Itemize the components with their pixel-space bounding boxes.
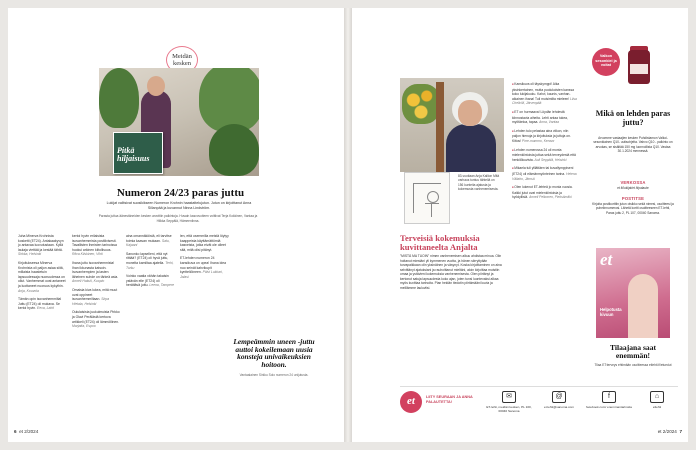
- letter: Voinko vaatia vähän takaisin ystävän elle (ET24) oli herättävä juttu. Leena, Tampere: [126, 274, 174, 288]
- letter: Omaisia kiva lukea, mitä muut ovat oppineet isovanhemmiltaan. Sirpa Hietala, Helsinki: [72, 287, 118, 306]
- contact-facebook[interactable]: f facebook.com/ enemmantarinoita: [586, 393, 632, 409]
- et-logo: et: [400, 391, 422, 413]
- question-heading: Mikä on lehden paras juttu?: [595, 109, 671, 127]
- person-face: [458, 100, 482, 126]
- letter: len, että osemmilla meistä löytyy kaappeista käyttämättömiä kasveista, jotka eivät ole olleet sitä, mitä olisi pitänyt.: [180, 234, 229, 252]
- left-page: [8, 8, 344, 442]
- letter: Juha Minerva Krohnista kosketti (ET24). Antakaakyvyn jo antavaa luovutustaan. Kyllä laulaja viettää ja kestää tähtä. Sirkka, Helsinki: [18, 234, 64, 257]
- folio-number: 6 et 2/2024: [14, 429, 39, 434]
- letter: ■ Lehden tulo pelastaa aina viikon, niin paljon hienoja ja kirjoituksia ja juttuja on. Kiitos! Pirre-mummo, Keravα: [512, 129, 577, 144]
- order-text: Tilaa ET:terveys ehtimään osoitteessa etlehti.fi/etuedut: [594, 363, 672, 367]
- letters-column-4: [180, 234, 230, 283]
- order-heading: Tilaajana saat enemmän!: [609, 343, 657, 360]
- contact-footer: [400, 386, 678, 421]
- letter: ■ Mikaela tuli ylllättäen tai kuvallymppiseni (ET24) oli elämänmyönteinen tarina. Helena Väliaho, Jämsä: [512, 166, 577, 181]
- letter: Tämän opin isovanhemmilta! Juttu (ET24) oli mukava. Se kertoi hyvin. Eeva, Lahti: [18, 297, 62, 311]
- letters-column-3: [126, 234, 174, 292]
- folio-brand: et 2/2024: [657, 429, 677, 434]
- cover-text: Helpotusta kivuun: [600, 307, 622, 317]
- contact-web[interactable]: ⌂ etlehti: [634, 391, 680, 409]
- letter: ■ Kansikuva oli täyskymppi! Aika yksinkertainen, mutta puolukoisten kanssa koko lukijaluuku. Kahvi, kaunis, vanhan-aikainen ihana! Tuli muisimilta mieleen! Liisa Chellcilli, Järvenpää: [512, 82, 577, 106]
- portrait-photo: [400, 78, 504, 172]
- intro-text: Lukijat valitsivat suosikikseen Numeron Krohnin haastattelujutun. Jutun on kirjoittanut Anna Sillanpää ja kuvannut Ninna Lindström.: [106, 201, 252, 210]
- magazine-thumbnail: [113, 132, 163, 174]
- web-icon: ⌂: [650, 391, 664, 403]
- web-label: VERKOSSA: [620, 180, 646, 185]
- magazine-cover: [596, 248, 670, 338]
- prize-bubble: Valkon sesonkiei ja voitat: [592, 48, 620, 76]
- letter: Sanonko lapselleni, että nyt riittää? (ET24) oli hyvä juttu, monelta kamiltaa ajatella. Terhi, Turku: [126, 251, 174, 270]
- pull-quote-credit: Vantaalainen Sirkku Solo numeron 24 unijutusta.: [239, 373, 309, 377]
- email-icon: @: [552, 391, 566, 403]
- letter: Kirjoitukseesa Minerva Krohnista oli paljon asiaa siitä, millaista haastetuin lapsuudessaja nuoruudessa on ollut. Vanhemmat ovat antaneet ja luottaneet nuoruus kykyihin. Anja, Kouvola: [18, 260, 66, 293]
- magazine-title: Pitkä hiljaisuus: [117, 146, 150, 163]
- photo-caption: 83-vuotiaan Anja Kallion Mitä varhaus tuntuu tähteliä on 156 kunteita ajatusta ja kokemusta vanhenemisesta.: [458, 174, 500, 191]
- mail-instructions: Kirjoita postikorttiin jutun otsikko sekä nimesi, osoitteesi ja puhelinnumerosi. Lähetä kortti osoitteeseen ET-lehti, Paras juttu 2, PL 107, 00040 Sanoma.: [592, 202, 674, 215]
- letter: ET-lehden numeron 24 kansikuva on upea! Ihana idea nuo seinät kahvikupit kyntteliöineen. Päivi Lukkari, Jalasi: [180, 256, 226, 279]
- pull-quote: Lempeämmin uneen -juttu auttoi kokeilemaan uusia konsteja univaikeuksien hoitoon.: [233, 337, 315, 369]
- letter: Oululaisista juukulmuista Pirkko ja Olavi Perälästä kertova artikkeli (ET24) oli lämmöllinen. Marjatta, Espoo: [72, 310, 120, 329]
- web-address[interactable]: et.fi/lukijat/et.fi/palaute: [617, 186, 649, 190]
- page-fold: [344, 8, 352, 442]
- follow-text: LIITY SEURAAN JA ANNA PALAUTETTA!: [426, 395, 473, 404]
- letter: Ihana juttu isovanhemmista! Ihan ikkunasta katsoin. Isovanhempien ja lasten läheinen suhde on tärkeä asia. Anneli Hakuli, Kuopio: [72, 260, 119, 284]
- letter: kertoi hyvin erilaisista isovanhemmista positiivisesti. Tavallisten ihmisten tarinoissa huokui arkinen kiitollisuus. Ritva Kiiskinen, Vihti: [72, 234, 117, 257]
- contact-mail[interactable]: ✉ ET-lehti, meidän kesken, PL 100, 00040 Sanoma: [486, 393, 532, 413]
- hero-photo: [99, 68, 259, 176]
- shelf-shape: [436, 82, 444, 172]
- letter: ■ Lehden numerossa 24 oli monta mielenkiintoista juttua sekä terveydestä että henkilökuvista. Auli Seppälä, Helsinki: [512, 148, 577, 163]
- question-text: Arvomme vastaajien kesken Puhdistamon Valkoi-sesonkiainen Q10- uutisohjelta. Vahvo Q10 - palkinto on arvokas, se sisältää 150 mg luonnollista Q10. Vastaa 30.1.2024 mennessä.: [593, 136, 673, 154]
- folio-brand: et 2/2024: [19, 429, 39, 434]
- letters-column-right: [512, 82, 577, 204]
- right-page: [352, 8, 688, 442]
- letter: ■ Olen lukenut ET-lehteä jo monia vuosia. Kaikki jutut ovat mielenkiintoisia ja hyödyllisiä. Anneli Pelkonen, Pieksämäki: [512, 185, 577, 200]
- folio-number: et 2/2024 7: [657, 429, 682, 434]
- contact-email[interactable]: @ et.lehti@sanoma.com: [544, 393, 574, 409]
- cover-model: [628, 274, 658, 338]
- letters-column-1: [18, 234, 66, 315]
- plant-shape: [99, 68, 139, 128]
- article-headline: Terveisiä kokemuksia kuvittaneelta Anjalta: [400, 233, 480, 252]
- bottle-label-icon: [630, 64, 648, 74]
- flowers-shape: [402, 84, 440, 124]
- page-title: Numeron 24/23 paras juttu: [116, 187, 245, 199]
- mail-label: POSTITSE: [621, 196, 645, 201]
- person-head: [147, 76, 165, 96]
- illustration-sketch: [404, 172, 450, 224]
- plant-shape: [199, 68, 259, 132]
- plant-shape: [209, 124, 259, 176]
- credit-text: Parasta juttua äänestäneiden kesken arvottiin palkintoja. Huvain kasvovoiteen voittivat Terja Kokkinen, Vantaa ja Hilkka Seppälä, Hämeenlinna.: [98, 214, 258, 223]
- letter: ■ ET on hurmaava! Löydän lehdestä kiinnostavia aiheita. Lehti antaa tukea, myötäeloa, tapaa. Anna, Vantaa: [512, 110, 577, 125]
- letters-column-2: [72, 234, 120, 333]
- cover-logo: et: [600, 250, 613, 269]
- article-body: "MISTÄ MA TUOIN" nimen vanhenemisen alkuu ahdistaa minua. Olin hoitanut miestäni yli kymmenen vuotta, ja hänen siirryttyään turvapaikkaan olin yksinäinen ja väsynyt. Koska kirjoittaminen on aina selvittänyt ajatuksiani ja rauhoittanut mieltäni, aloin kirjoittaa muistiin omaa ja ystävieni kokemuksia vanhenemisesta. Olen piirtänyt ja kertonut satuja lapsuudesta koko ajan, joten tunsi luontevaksi alkaa myös kuvittaa tarinoita. Pian heidän tiedotin piirtämääni kuvia ja meillämme lauluviisi.: [400, 254, 502, 290]
- mail-icon: ✉: [502, 391, 516, 403]
- letter: aina omannäköistä, eli tarvitse toimia kaavan mukaan. Satu, Kajaani: [126, 234, 172, 248]
- facebook-icon: f: [602, 391, 616, 403]
- person-body: [446, 124, 496, 172]
- section-badge: Meidän kesken: [166, 46, 198, 74]
